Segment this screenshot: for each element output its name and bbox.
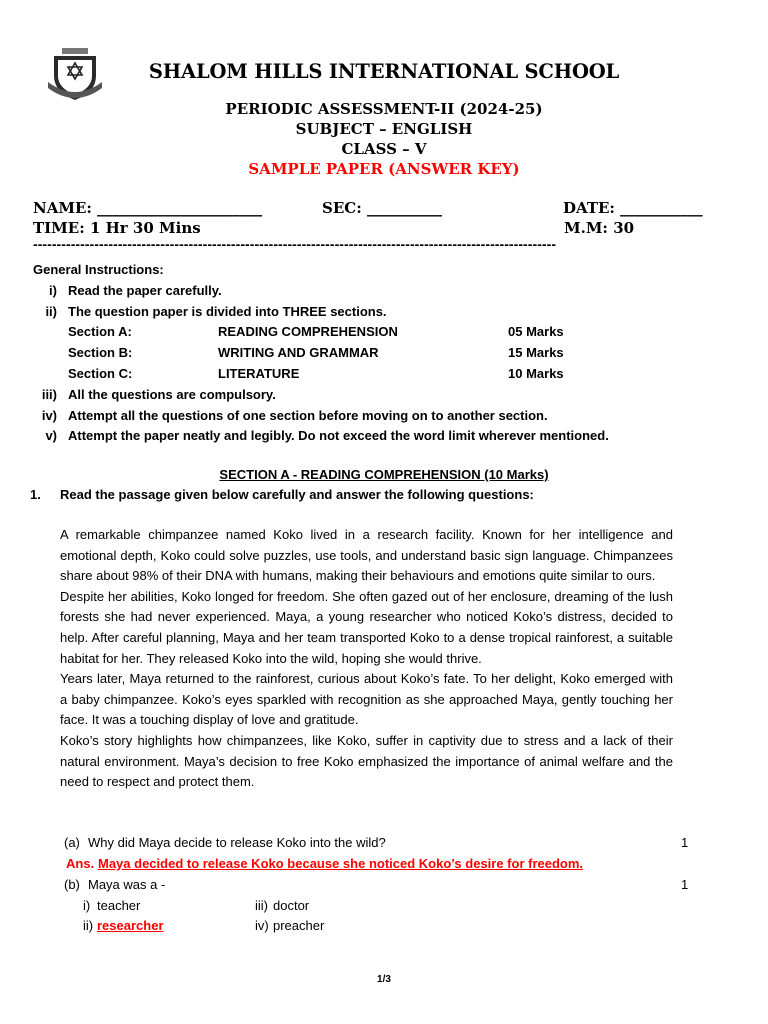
answer-prefix: Ans.	[66, 856, 95, 871]
class-title: CLASS – V	[341, 140, 427, 158]
question-label: (b)	[64, 877, 80, 892]
section-name: WRITING AND GRAMMAR	[218, 345, 379, 360]
section-label: Section B:	[68, 345, 133, 360]
question-label: (a)	[64, 835, 80, 850]
question-text: Why did Maya decide to release Koko into the wild?	[88, 835, 386, 850]
subject-title: SUBJECT – ENGLISH	[295, 120, 473, 138]
reading-passage	[60, 525, 673, 793]
instruction-text: Attempt the paper neatly and legibly. Do not exceed the word limit wherever mentioned.	[68, 428, 609, 443]
question-marks: 1	[681, 835, 689, 850]
option-text: teacher	[97, 898, 141, 913]
passage-paragraph: Koko’s story highlights how chimpanzees, like Koko, suffer in captivity due to stress and a lack of their natural environment. Maya’s decision to free Koko emphasized the importance of animal welfare and the need to respect and protect them.	[60, 732, 673, 790]
section-marks: 15 Marks	[508, 345, 564, 360]
section-name: LITERATURE	[218, 366, 300, 381]
section-name: READING COMPREHENSION	[218, 324, 398, 339]
option-num: iv)	[255, 918, 269, 933]
instruction-num: iv)	[41, 408, 57, 423]
question-text: Read the passage given below carefully and answer the following questions:	[60, 487, 534, 502]
section-field: SEC: __________	[322, 199, 442, 217]
instruction-num: iii)	[41, 387, 57, 402]
page-number: 1/3	[377, 974, 391, 985]
name-field: NAME: ______________________	[33, 199, 263, 217]
option-text-answer: researcher	[97, 918, 164, 933]
instruction-text: All the questions are compulsory.	[68, 387, 276, 402]
section-label: Section C:	[68, 366, 133, 381]
instructions-title: General Instructions:	[33, 262, 164, 277]
assessment-title: PERIODIC ASSESSMENT-II (2024-25)	[225, 100, 543, 118]
question-number: 1.	[30, 487, 41, 502]
instruction-text: The question paper is divided into THREE sections.	[68, 304, 387, 319]
option-num: i)	[83, 898, 91, 913]
passage-paragraph: Years later, Maya returned to the rainforest, curious about Koko’s fate. To her delight, Koko emerged with a baby chimpanzee. Koko’s eyes sparkled with recognition as she approached Maya, gently touching her face. It was a touching display of love and gratitude.	[60, 671, 673, 728]
section-label: Section A:	[68, 324, 132, 339]
question-marks: 1	[681, 877, 689, 892]
date-field: DATE: ___________	[563, 199, 703, 217]
max-marks-field: M.M: 30	[564, 219, 635, 237]
section-marks: 05 Marks	[508, 324, 564, 339]
divider-line: ---------------------------------------------------------------------------------------------------------------	[33, 236, 557, 252]
school-name: SHALOM HILLS INTERNATIONAL SCHOOL	[148, 60, 620, 83]
instruction-num: i)	[49, 283, 57, 298]
time-field: TIME: 1 Hr 30 Mins	[33, 219, 201, 237]
option-num: iii)	[255, 898, 268, 913]
section-a-title: SECTION A - READING COMPREHENSION (10 Marks)	[219, 467, 549, 482]
section-marks: 10 Marks	[508, 366, 564, 381]
instruction-num: v)	[45, 428, 57, 443]
answer-text: Maya decided to release Koko because she noticed Koko’s desire for freedom.	[98, 856, 584, 871]
sample-paper-title: SAMPLE PAPER (ANSWER KEY)	[248, 160, 520, 178]
passage-paragraph: A remarkable chimpanzee named Koko lived in a research facility. Known for her intelligence and emotional depth, Koko could solve puzzles, use tools, and understand basic sign language. Chimpanzees share about 98% of their DNA with humans, making their behaviours and emotions quite similar to ours.	[60, 527, 673, 584]
instruction-num: ii)	[45, 304, 57, 319]
instruction-text: Attempt all the questions of one section before moving on to another section.	[68, 408, 548, 423]
option-num: ii)	[83, 918, 94, 933]
option-text: preacher	[273, 918, 325, 933]
option-text: doctor	[273, 898, 310, 913]
instruction-text: Read the paper carefully.	[68, 283, 222, 298]
question-text: Maya was a -	[88, 877, 166, 892]
passage-paragraph: Despite her abilities, Koko longed for freedom. She often gazed out of her enclosure, dreaming of the lush forests she had never experienced. Maya, a young researcher who noticed Koko’s distress, decided to help. After careful planning, Maya and her team transported Koko to a dense tropical rainforest, a suitable habitat for her. They released Koko into the wild, hoping she would thrive.	[60, 588, 673, 666]
